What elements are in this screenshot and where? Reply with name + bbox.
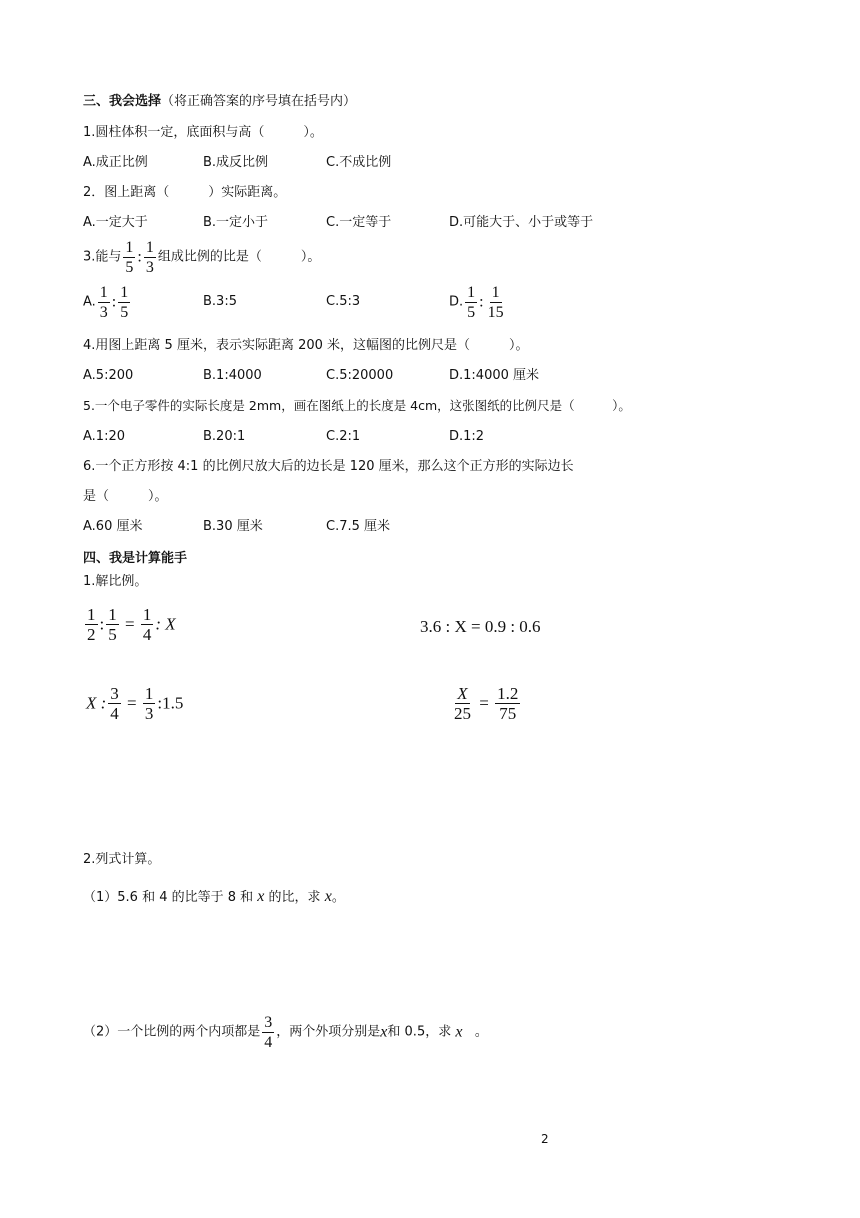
question-6-line-1: 6.一个正方形按 4:1 的比例尺放大后的边长是 120 厘米，那么这个正方形的实际边长 [83,459,574,474]
q3-stem-fraction-a: $\frac{1}{5}$ [125,239,134,276]
page-number: 2 [541,1132,549,1146]
equation-4: $\frac{X}{25}$ = $\frac{1.2}{75}$ [454,684,519,723]
section-3-heading [83,93,356,111]
q3-option-d[interactable]: D. $\frac{1}{5}$ : $\frac{1}{15}$ [449,284,504,321]
q6-option-a[interactable]: A.60 厘米 [83,519,143,534]
q1-option-b[interactable]: B.成反比例 [203,155,269,170]
question-2: 2．图上距离（ ）实际距离。 [83,185,287,200]
question-1: 1.圆柱体积一定，底面积与高（ ）。 [83,125,323,140]
question-4: 4.用图上距离 5 厘米，表示实际距离 200 米，这幅图的比例尺是（ ）。 [83,338,529,353]
q2-option-d[interactable]: D.可能大于、小于或等于 [449,215,594,230]
equation-2: 3.6 : X = 0.9 : 0.6 [420,617,541,636]
q5-option-a[interactable]: A.1:20 [83,429,125,444]
q1-option-c[interactable]: C.不成比例 [326,155,392,170]
q6-option-c[interactable]: C.7.5 厘米 [326,519,391,534]
q4-option-b[interactable]: B.1:4000 [203,368,262,383]
problem-1: （1）5.6 和 4 的比等于 8 和 x 的比，求 x。 [83,888,345,905]
question-3: 3.能与 $\frac{1}{5}$ : $\frac{1}{3}$ 组成比例的比是（ ）。 [83,239,321,276]
q3-option-b[interactable]: B.3:5 [203,294,237,309]
q3-suffix: 组成比例的比是（ ）。 [157,249,321,265]
section-3-note: （将正确答案的序号填在括号内） [161,94,357,109]
q2-option-c[interactable]: C.一定等于 [326,215,392,230]
q5-option-c[interactable]: C.2:1 [326,429,361,444]
q4-option-d[interactable]: D.1:4000 厘米 [449,368,540,383]
equation-3: X : $\frac{3}{4}$ = $\frac{1}{3}$ :1.5 [86,684,184,723]
question-6-line-2: 是（ ）。 [83,489,168,504]
q3-stem-fraction-b: $\frac{1}{3}$ [145,239,154,276]
section-3-title: 三、我会选择 [83,94,162,109]
q3-prefix: 3.能与 [83,249,122,265]
q5-option-b[interactable]: B.20:1 [203,429,246,444]
q4-option-c[interactable]: C.5:20000 [326,368,394,383]
section-4-title: 四、我是计算能手 [83,551,188,566]
q5-option-d[interactable]: D.1:2 [449,429,485,444]
q3-option-c[interactable]: C.5:3 [326,294,361,309]
subsection-word-problems: 2.列式计算。 [83,852,161,867]
q3-option-a[interactable]: A. $\frac{1}{3}$ : $\frac{1}{5}$ [83,284,129,321]
q2-option-a[interactable]: A.一定大于 [83,215,148,230]
q6-option-b[interactable]: B.30 厘米 [203,519,263,534]
problem-2: （2）一个比例的两个内项都是 $\frac{3}{4}$ ，两个外项分别是x和 0.5，求 x 。 [83,1014,488,1051]
q4-option-a[interactable]: A.5:200 [83,368,134,383]
q2-option-b[interactable]: B.一定小于 [203,215,269,230]
equation-1: $\frac{1}{2}$ : $\frac{1}{5}$ = $\frac{1}{4}$ : X [87,605,176,644]
question-5: 5.一个电子零件的实际长度是 2mm，画在图纸上的长度是 4cm，这张图纸的比例尺是（ ）。 [83,398,631,413]
q1-option-a[interactable]: A.成正比例 [83,155,148,170]
subsection-solve-proportion: 1.解比例。 [83,574,148,589]
